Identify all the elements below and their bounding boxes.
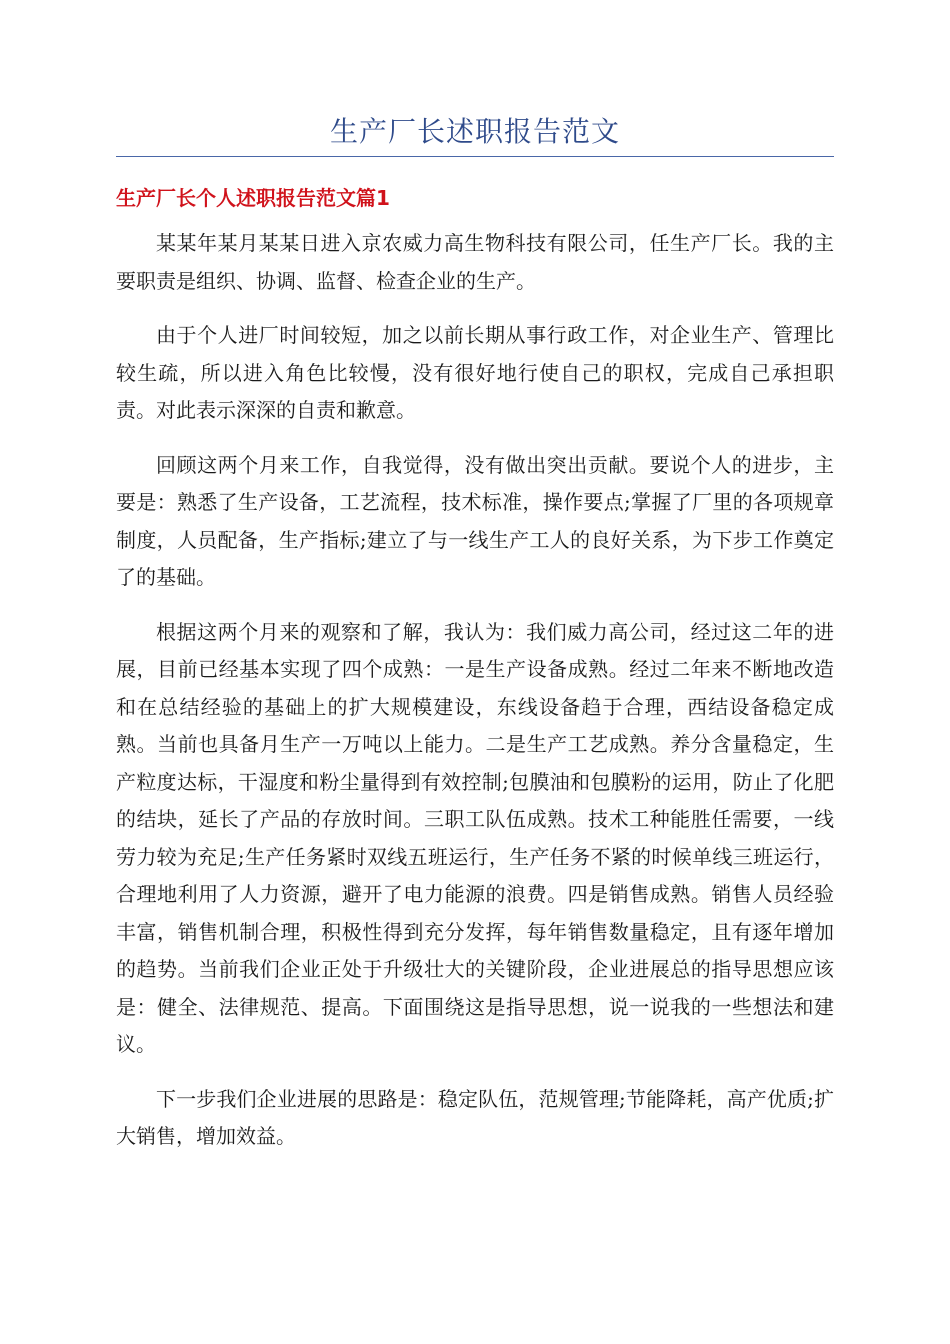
section-heading: 生产厂长个人述职报告范文篇1 (116, 186, 390, 210)
document-page (116, 0, 834, 1156)
body-paragraph: 根据这两个月来的观察和了解，我认为：我们威力高公司，经过这二年的进展，目前已经基本实现了四个成熟：一是生产设备成熟。经过二年来不断地改造和在总结经验的基础上的扩大规模建设，东线设备趋于合理，西结设备稳定成熟。当前也具备月生产一万吨以上能力。二是生产工艺成熟。养分含量稳定，生产粒度达标，干湿度和粉尘量得到有效控制;包膜油和包膜粉的运用，防止了化肥的结块，延长了产品的存放时间。三职工队伍成熟。技术工种能胜任需要，一线劳力较为充足;生产任务紧时双线五班运行，生产任务不紧的时候单线三班运行，合理地利用了人力资源，避开了电力能源的浪费。四是销售成熟。销售人员经验丰富，销售机制合理，积极性得到充分发挥，每年销售数量稳定，且有逐年增加的趋势。当前我们企业正处于升级壮大的关键阶段，企业进展总的指导思想应该是：健全、法律规范、提高。下面围绕这是指导思想，说一说我的一些想法和建议。 (116, 619, 834, 1056)
body-paragraph: 回顾这两个月来工作，自我觉得，没有做出突出贡献。要说个人的进步，主要是：熟悉了生产设备，工艺流程，技术标准，操作要点;掌握了厂里的各项规章制度，人员配备，生产指标;建立了与一线生产工人的良好关系，为下步工作奠定了的基础。 (116, 452, 834, 589)
body-paragraph: 由于个人进厂时间较短，加之以前长期从事行政工作，对企业生产、管理比较生疏，所以进入角色比较慢，没有很好地行使自己的职权，完成自己承担职责。对此表示深深的自责和歉意。 (116, 323, 834, 422)
body-paragraph: 下一步我们企业进展的思路是：稳定队伍，范规管理;节能降耗，高产优质;扩大销售，增加效益。 (116, 1086, 834, 1148)
document-title: 生产厂长述职报告范文 (329, 115, 620, 148)
body-paragraph: 某某年某月某某日进入京农威力高生物科技有限公司，任生产厂长。我的主要职责是组织、协调、监督、检查企业的生产。 (116, 231, 834, 293)
title-divider (116, 156, 834, 157)
